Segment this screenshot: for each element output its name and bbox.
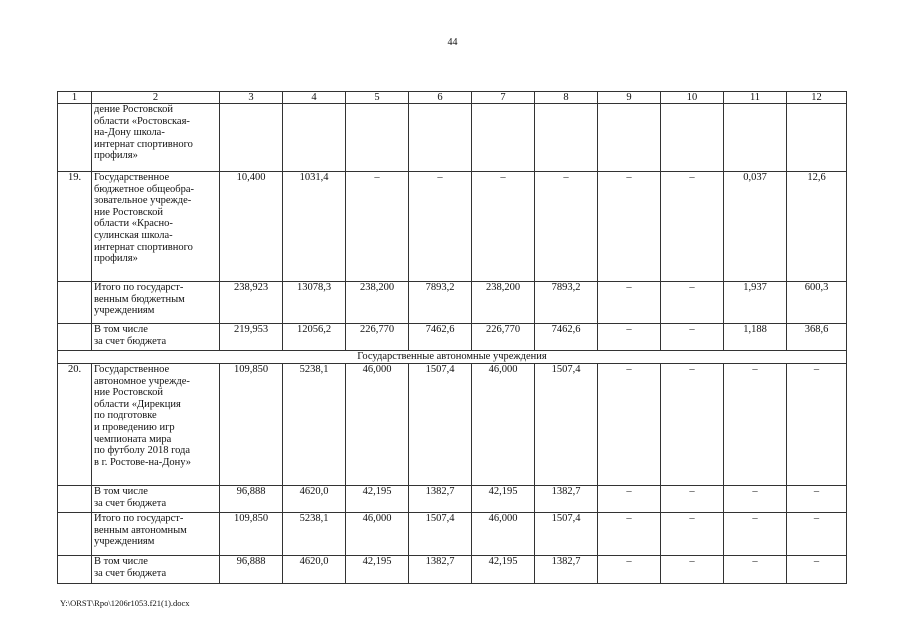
- value-cell: 1507,4: [409, 364, 472, 486]
- value-cell: 46,000: [472, 364, 535, 486]
- value-cell: –: [724, 513, 787, 556]
- value-cell: 1382,7: [535, 486, 598, 513]
- value-cell: 1507,4: [409, 513, 472, 556]
- value-cell: 1382,7: [535, 556, 598, 584]
- row-number: [58, 282, 92, 324]
- value-cell: 238,923: [220, 282, 283, 324]
- value-cell: –: [598, 513, 661, 556]
- value-cell: –: [661, 324, 724, 351]
- value-cell: –: [724, 556, 787, 584]
- institution-name: В том числе за счет бюджета: [92, 556, 220, 584]
- value-cell: 5238,1: [283, 513, 346, 556]
- table-row: [58, 172, 847, 282]
- table-row: [58, 282, 847, 324]
- table-row: [58, 324, 847, 351]
- value-cell: 4620,0: [283, 556, 346, 584]
- table-row: [58, 513, 847, 556]
- column-number-cell: 8: [535, 92, 598, 104]
- value-cell: [535, 104, 598, 172]
- value-cell: –: [598, 486, 661, 513]
- value-cell: 46,000: [472, 513, 535, 556]
- value-cell: 0,037: [724, 172, 787, 282]
- column-number-cell: 5: [346, 92, 409, 104]
- value-cell: –: [787, 486, 847, 513]
- value-cell: 7893,2: [409, 282, 472, 324]
- row-number: [58, 104, 92, 172]
- table-row: [58, 364, 847, 486]
- value-cell: 1382,7: [409, 556, 472, 584]
- value-cell: [472, 104, 535, 172]
- row-number: [58, 556, 92, 584]
- value-cell: –: [661, 513, 724, 556]
- value-cell: 238,200: [472, 282, 535, 324]
- value-cell: –: [472, 172, 535, 282]
- value-cell: [598, 104, 661, 172]
- value-cell: [661, 104, 724, 172]
- value-cell: 238,200: [346, 282, 409, 324]
- value-cell: 1507,4: [535, 513, 598, 556]
- value-cell: 5238,1: [283, 364, 346, 486]
- value-cell: 42,195: [346, 556, 409, 584]
- value-cell: –: [598, 282, 661, 324]
- column-number-cell: 3: [220, 92, 283, 104]
- value-cell: 42,195: [472, 486, 535, 513]
- value-cell: [787, 104, 847, 172]
- value-cell: –: [409, 172, 472, 282]
- institution-name: Итого по государст- венным автономным учреждениям: [92, 513, 220, 556]
- value-cell: –: [661, 364, 724, 486]
- value-cell: [409, 104, 472, 172]
- value-cell: 600,3: [787, 282, 847, 324]
- value-cell: [346, 104, 409, 172]
- value-cell: –: [787, 513, 847, 556]
- table-row: [58, 104, 847, 172]
- value-cell: 109,850: [220, 364, 283, 486]
- value-cell: 1507,4: [535, 364, 598, 486]
- value-cell: –: [724, 486, 787, 513]
- value-cell: 1,937: [724, 282, 787, 324]
- value-cell: –: [346, 172, 409, 282]
- value-cell: 42,195: [472, 556, 535, 584]
- value-cell: 368,6: [787, 324, 847, 351]
- column-number-cell: 2: [92, 92, 220, 104]
- value-cell: [220, 104, 283, 172]
- institution-name: В том числе за счет бюджета: [92, 324, 220, 351]
- value-cell: –: [598, 324, 661, 351]
- column-number-cell: 9: [598, 92, 661, 104]
- footer-file-path: Y:\ORST\Rpo\1206r1053.f21(1).docx: [60, 598, 190, 608]
- institution-name: Итого по государст- венным бюджетным учреждениям: [92, 282, 220, 324]
- value-cell: –: [598, 172, 661, 282]
- value-cell: 96,888: [220, 486, 283, 513]
- column-number-cell: 10: [661, 92, 724, 104]
- value-cell: 7462,6: [409, 324, 472, 351]
- row-number: 19.: [58, 172, 92, 282]
- row-number: [58, 486, 92, 513]
- value-cell: –: [535, 172, 598, 282]
- value-cell: 7893,2: [535, 282, 598, 324]
- institution-name: Государственное автономное учрежде- ние Ростовской области «Дирекция по подготовке и проведению игр чемпионата мира по футболу 2018 года в г. Ростове-на-Дону»: [92, 364, 220, 486]
- value-cell: [724, 104, 787, 172]
- value-cell: 1382,7: [409, 486, 472, 513]
- value-cell: –: [661, 172, 724, 282]
- value-cell: 12,6: [787, 172, 847, 282]
- row-number: 20.: [58, 364, 92, 486]
- value-cell: 1031,4: [283, 172, 346, 282]
- value-cell: 1,188: [724, 324, 787, 351]
- value-cell: –: [661, 282, 724, 324]
- value-cell: –: [787, 556, 847, 584]
- value-cell: 96,888: [220, 556, 283, 584]
- budget-table: [57, 91, 847, 584]
- value-cell: –: [787, 364, 847, 486]
- column-number-cell: 1: [58, 92, 92, 104]
- value-cell: 219,953: [220, 324, 283, 351]
- section-header-row: [58, 351, 847, 364]
- institution-name: дение Ростовской области «Ростовская- на-Дону школа- интернат спортивного профиля»: [92, 104, 220, 172]
- value-cell: 12056,2: [283, 324, 346, 351]
- row-number: [58, 324, 92, 351]
- column-number-cell: 6: [409, 92, 472, 104]
- table-row: [58, 556, 847, 584]
- value-cell: [283, 104, 346, 172]
- value-cell: –: [598, 364, 661, 486]
- value-cell: 42,195: [346, 486, 409, 513]
- value-cell: 13078,3: [283, 282, 346, 324]
- value-cell: 46,000: [346, 364, 409, 486]
- page-number: 44: [447, 37, 458, 48]
- institution-name: В том числе за счет бюджета: [92, 486, 220, 513]
- value-cell: –: [724, 364, 787, 486]
- row-number: [58, 513, 92, 556]
- column-number-cell: 12: [787, 92, 847, 104]
- section-title: Государственные автономные учреждения: [58, 351, 847, 364]
- column-number-row: [58, 92, 847, 104]
- value-cell: 7462,6: [535, 324, 598, 351]
- value-cell: 226,770: [472, 324, 535, 351]
- value-cell: 109,850: [220, 513, 283, 556]
- column-number-cell: 7: [472, 92, 535, 104]
- institution-name: Государственное бюджетное общеобра- зовательное учрежде- ние Ростовской области «Красно- сулинская школа- интернат спортивного профиля»: [92, 172, 220, 282]
- value-cell: –: [598, 556, 661, 584]
- value-cell: 46,000: [346, 513, 409, 556]
- column-number-cell: 11: [724, 92, 787, 104]
- table-row: [58, 486, 847, 513]
- column-number-cell: 4: [283, 92, 346, 104]
- value-cell: –: [661, 486, 724, 513]
- value-cell: 4620,0: [283, 486, 346, 513]
- value-cell: –: [661, 556, 724, 584]
- value-cell: 226,770: [346, 324, 409, 351]
- value-cell: 10,400: [220, 172, 283, 282]
